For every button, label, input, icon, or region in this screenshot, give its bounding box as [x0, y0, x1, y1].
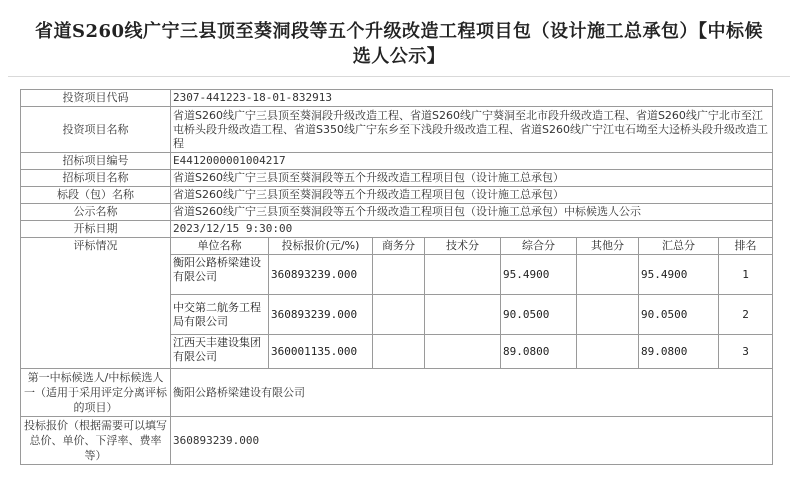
- row-tender-no: [21, 153, 773, 170]
- row-tender-name: [21, 170, 773, 187]
- label-notice-name: 公示名称: [21, 204, 171, 221]
- row-project-name: [21, 107, 773, 153]
- row-open-date: [21, 221, 773, 238]
- row-project-code: [21, 90, 773, 107]
- value-first-candidate: 衡阳公路桥梁建设有限公司: [171, 369, 773, 417]
- eval-cell-rank: 3: [719, 335, 773, 369]
- eval-header-total: 汇总分: [639, 238, 719, 255]
- eval-cell-total: 89.0800: [639, 335, 719, 369]
- value-section-name: 省道S260线广宁三县顶至葵洞段等五个升级改造工程项目包（设计施工总承包）: [171, 187, 773, 204]
- label-tender-name: 招标项目名称: [21, 170, 171, 187]
- eval-cell-combined: 90.0500: [501, 295, 577, 335]
- title-divider: [8, 76, 790, 77]
- value-tender-no: E4412000001004217: [171, 153, 773, 170]
- eval-cell-rank: 2: [719, 295, 773, 335]
- label-bid-price: 投标报价（根据需要可以填写总价、单价、下浮率、费率等）: [21, 417, 171, 465]
- eval-cell-business: [373, 255, 425, 295]
- eval-cell-technical: [425, 255, 501, 295]
- label-section-name: 标段（包）名称: [21, 187, 171, 204]
- eval-cell-other: [577, 255, 639, 295]
- eval-cell-total: 90.0500: [639, 295, 719, 335]
- label-project-name: 投资项目名称: [21, 107, 171, 153]
- value-project-code: 2307-441223-18-01-832913: [171, 90, 773, 107]
- eval-header-technical: 技术分: [425, 238, 501, 255]
- value-notice-name: 省道S260线广宁三县顶至葵洞段等五个升级改造工程项目包（设计施工总承包）中标候选人公示: [171, 204, 773, 221]
- label-project-code: 投资项目代码: [21, 90, 171, 107]
- label-open-date: 开标日期: [21, 221, 171, 238]
- row-bid-price: [21, 417, 773, 465]
- value-bid-price: 360893239.000: [171, 417, 773, 465]
- eval-cell-name: 江西天丰建设集团有限公司: [171, 335, 269, 369]
- eval-cell-combined: 89.0800: [501, 335, 577, 369]
- eval-cell-total: 95.4900: [639, 255, 719, 295]
- eval-cell-business: [373, 335, 425, 369]
- eval-cell-technical: [425, 295, 501, 335]
- eval-cell-rank: 1: [719, 255, 773, 295]
- eval-header-row: [21, 238, 773, 255]
- value-open-date: 2023/12/15 9:30:00: [171, 221, 773, 238]
- notice-table: [20, 89, 773, 465]
- eval-header-other: 其他分: [577, 238, 639, 255]
- eval-header-name: 单位名称: [171, 238, 269, 255]
- page-title: 省道S260线广宁三县顶至葵洞段等五个升级改造工程项目包（设计施工总承包）【中标候选人公示】: [34, 21, 764, 67]
- row-first-candidate: [21, 369, 773, 417]
- label-tender-no: 招标项目编号: [21, 153, 171, 170]
- eval-header-business: 商务分: [373, 238, 425, 255]
- eval-header-rank: 排名: [719, 238, 773, 255]
- value-project-name: 省道S260线广宁三县顶至葵洞段升级改造工程、省道S260线广宁葵洞至北市段升级改造工程、省道S260线广宁北市至江屯桥头段升级改造工程、省道S350线广宁东乡至下浅段升级改造工程、省道S260线广宁江屯石坳至大迳桥头段升级改造工程: [171, 107, 773, 153]
- eval-header-price: 投标报价(元/%): [269, 238, 373, 255]
- eval-cell-other: [577, 335, 639, 369]
- label-eval: 评标情况: [21, 238, 171, 369]
- eval-cell-technical: [425, 335, 501, 369]
- row-section-name: [21, 187, 773, 204]
- eval-cell-price: 360001135.000: [269, 335, 373, 369]
- label-first-candidate: 第一中标候选人/中标候选人一（适用于采用评定分离评标的项目）: [21, 369, 171, 417]
- eval-header-combined: 综合分: [501, 238, 577, 255]
- value-tender-name: 省道S260线广宁三县顶至葵洞段等五个升级改造工程项目包（设计施工总承包）: [171, 170, 773, 187]
- eval-cell-other: [577, 295, 639, 335]
- eval-cell-name: 衡阳公路桥梁建设有限公司: [171, 255, 269, 295]
- eval-cell-price: 360893239.000: [269, 295, 373, 335]
- row-notice-name: [21, 204, 773, 221]
- eval-cell-name: 中交第二航务工程局有限公司: [171, 295, 269, 335]
- eval-cell-combined: 95.4900: [501, 255, 577, 295]
- eval-cell-business: [373, 295, 425, 335]
- eval-cell-price: 360893239.000: [269, 255, 373, 295]
